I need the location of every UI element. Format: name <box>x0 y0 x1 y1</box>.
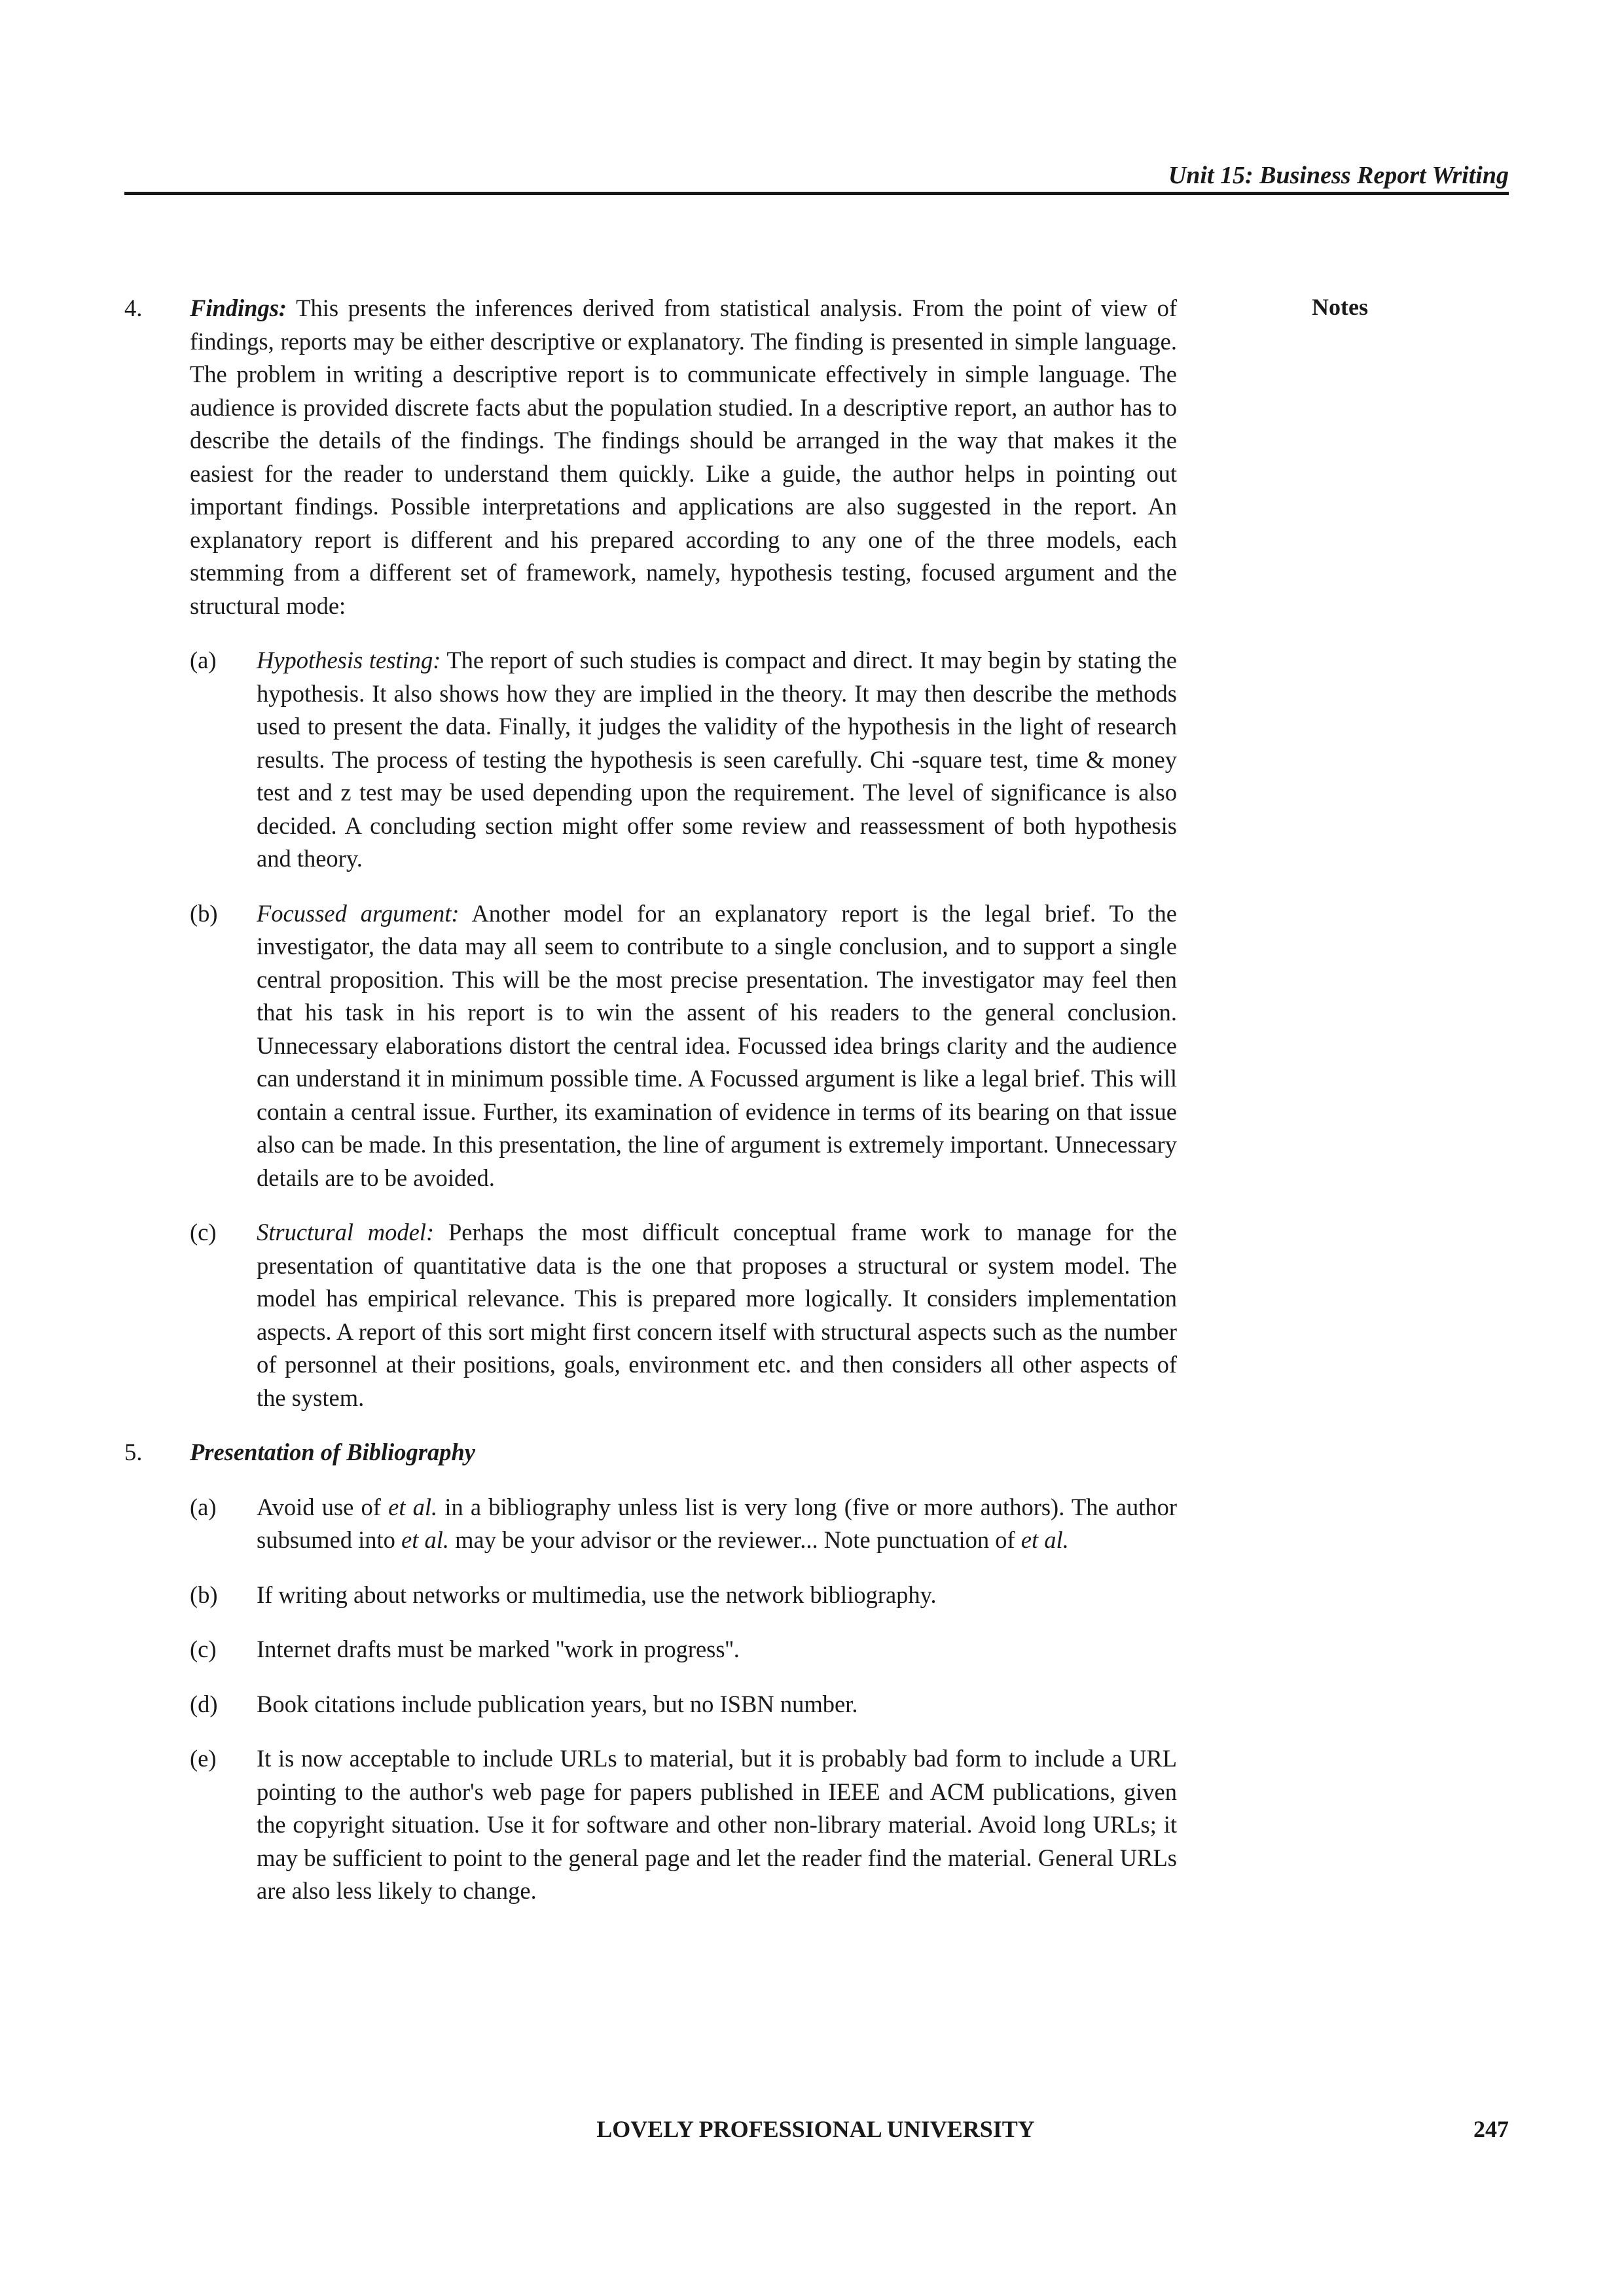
text-part: may be your advisor or the reviewer... Note punctuation of <box>449 1526 1021 1553</box>
sub-item-label: (a) <box>190 647 217 673</box>
sub-item-et-al <box>124 1491 1177 1557</box>
sub-item-text: Another model for an explanatory report is the legal brief. To the investigator, the data may all seem to contribute to a single conclusion, and to support a single central proposition. This will be the most precise presentation. The investigator may feel then that his task in his report is to win the assent of his readers to the general conclusion. Unnecessary elaborations distort the central idea. Focussed idea brings clarity and the audience can understand it in minimum possible time. A Focussed argument is like a legal brief. This will contain a central issue. Further, its examination of evidence in terms of its bearing on that issue also can be made. In this presentation, the line of argument is extremely important. Unnecessary details are to be avoided. <box>257 899 1177 1191</box>
margin-notes-label: Notes <box>1312 294 1368 320</box>
item-text: This presents the inferences derived from statistical analysis. From the point of view of findings, reports may be either descriptive or explanatory. The finding is presented in simple language. The problem in writing a descriptive report is to communicate effectively in simple language. The audience is provided discrete facts abut the population studied. In a descriptive report, an author has to describe the details of the findings. The findings should be arranged in the way that makes it the easiest for the reader to understand them quickly. Like a guide, the author helps in pointing out important findings. Possible interpretations and applications are also suggested in the report. An explanatory report is different and his prepared according to any one of the three models, each stemming from a different set of framework, namely, hypothesis testing, focused argument and the structural mode: <box>190 295 1177 619</box>
emphasis-et-al: et al. <box>401 1526 450 1553</box>
paragraph-internet-drafts: Internet drafts must be marked ''work in progress''. <box>257 1636 740 1662</box>
list-item-bibliography <box>124 1436 1177 1469</box>
header-rule <box>124 192 1509 195</box>
sub-item-label: (c) <box>190 1636 217 1662</box>
sub-item-hypothesis-testing <box>124 644 1177 876</box>
paragraph-structural-model <box>257 1216 1177 1414</box>
item-number: 5. <box>124 1439 143 1465</box>
paragraph-findings <box>190 292 1177 622</box>
sub-item-lead: Focussed argument: <box>257 899 460 927</box>
emphasis-et-al: et al. <box>1020 1526 1069 1553</box>
paragraph-et-al <box>257 1491 1177 1557</box>
sub-item-label: (b) <box>190 1581 218 1608</box>
sub-item-label: (d) <box>190 1690 218 1717</box>
sub-item-label: (e) <box>190 1745 217 1772</box>
paragraph-focussed-argument <box>257 897 1177 1195</box>
sub-item-label: (b) <box>190 899 218 927</box>
paragraph-book-citations: Book citations include publication years, but no ISBN number. <box>257 1690 858 1717</box>
sub-item-structural-model <box>124 1216 1177 1414</box>
text-part: Avoid use of <box>257 1493 389 1520</box>
sub-item-network-bibliography <box>124 1579 1177 1612</box>
page-number: 247 <box>1473 2116 1509 2142</box>
list-item-findings <box>124 292 1177 622</box>
sub-item-lead: Structural model: <box>257 1219 435 1246</box>
sub-item-lead: Hypothesis testing: <box>257 647 441 673</box>
emphasis-et-al: et al. <box>388 1493 438 1520</box>
item-lead: Findings: <box>190 295 287 321</box>
paragraph-urls: It is now acceptable to include URLs to material, but it is probably bad form to include a URL pointing to the author's web page for papers published in IEEE and ACM publications, given the copyright situation. Use it for software and other non-library material. Avoid long URLs; it may be sufficient to point to the general page and let the reader find the material. General URLs are also less likely to change. <box>257 1745 1177 1904</box>
sub-item-label: (c) <box>190 1219 217 1246</box>
text-part: in a bibliography unless list is very long (five or more authors). The author subsumed into <box>257 1493 1178 1553</box>
paragraph-network-bibliography: If writing about networks or multimedia, use the network bibliography. <box>257 1581 937 1608</box>
sub-item-book-citations <box>124 1688 1177 1721</box>
sub-item-label: (a) <box>190 1493 217 1520</box>
sub-item-text: Perhaps the most difficult conceptual frame work to manage for the presentation of quantitative data is the one that proposes a structural or system model. The model has empirical relevance. This is prepared more logically. It considers implementation aspects. A report of this sort might first concern itself with structural aspects such as the number of personnel at their positions, goals, environment etc. and then considers all other aspects of the system. <box>257 1219 1177 1411</box>
sub-item-text: The report of such studies is compact and direct. It may begin by stating the hypothesis. It also shows how they are implied in the theory. It may then describe the methods used to present the data. Finally, it judges the validity of the hypothesis in the light of research results. The process of testing the hypothesis is seen carefully. Chi -square test, time & money test and z test may be used depending upon the requirement. The level of significance is also decided. A concluding section might offer some review and reassessment of both hypothesis and theory. <box>257 647 1177 872</box>
paragraph-hypothesis-testing <box>257 644 1177 876</box>
page-body <box>124 292 1177 1929</box>
item-number: 4. <box>124 295 143 321</box>
sub-item-internet-drafts <box>124 1633 1177 1666</box>
sub-item-urls <box>124 1742 1177 1908</box>
sub-item-focussed-argument <box>124 897 1177 1195</box>
heading-bibliography <box>190 1436 1177 1469</box>
item-title: Presentation of Bibliography <box>190 1439 476 1465</box>
running-header-title: Unit 15: Business Report Writing <box>1168 162 1509 189</box>
footer-university: LOVELY PROFESSIONAL UNIVERSITY <box>596 2116 1035 2142</box>
